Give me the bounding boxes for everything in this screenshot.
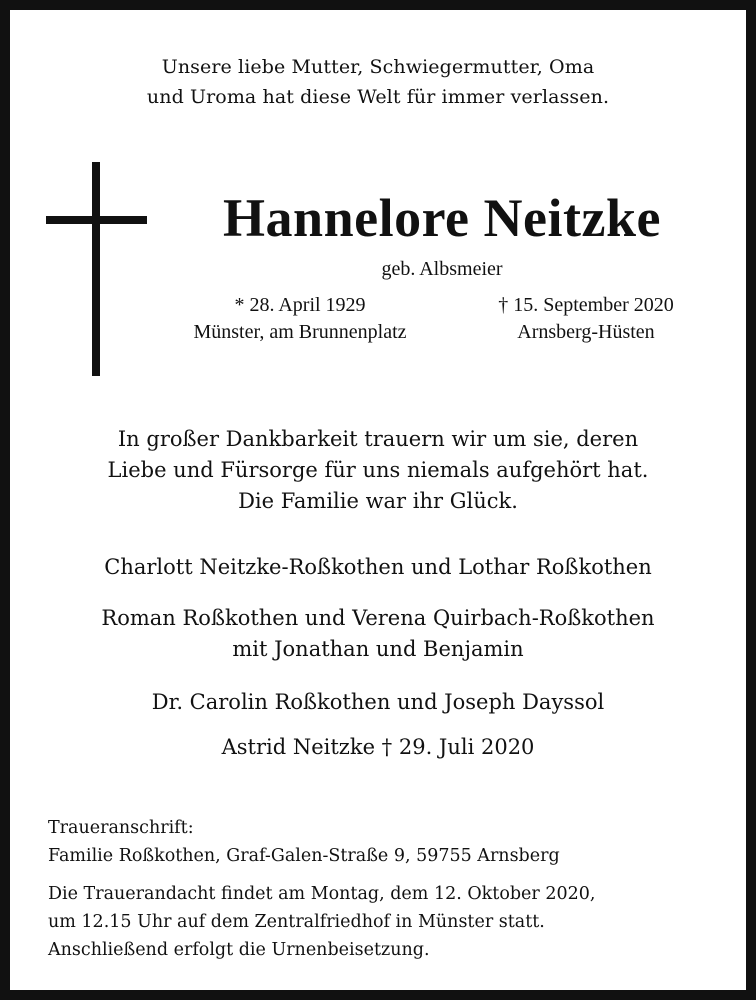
- intro-line-2: und Uroma hat diese Welt für immer verlassen.: [146, 86, 610, 108]
- mourner-line: Roman Roßkothen und Verena Quirbach-Roßkothen: [101, 606, 655, 630]
- mourner-line: Charlott Neitzke-Roßkothen und Lothar Roßkothen: [104, 555, 652, 579]
- address-value: Familie Roßkothen, Graf-Galen-Straße 9, 59755 Arnsberg: [48, 846, 560, 866]
- maiden-name: geb. Albsmeier: [381, 258, 503, 280]
- mourner-entry: [30, 687, 726, 718]
- death-place: Arnsberg-Hüsten: [517, 321, 655, 343]
- birth-date: * 28. April 1929: [234, 294, 366, 316]
- intro-text: [10, 52, 746, 112]
- mourner-entry: [30, 552, 726, 583]
- mourner-line: Astrid Neitzke † 29. Juli 2020: [221, 735, 535, 759]
- mourner-entry: [30, 603, 726, 665]
- gratitude-line-3: Die Familie war ihr Glück.: [238, 489, 518, 513]
- gratitude-line-2: Liebe und Fürsorge für uns niemals aufgehört hat.: [107, 458, 649, 482]
- service-line-1: Die Trauerandacht findet am Montag, dem 12. Oktober 2020,: [48, 884, 596, 904]
- address-block: [48, 814, 726, 870]
- deceased-name: Hannelore Neitzke: [223, 188, 661, 248]
- birth-place: Münster, am Brunnenplatz: [193, 321, 407, 343]
- intro-line-1: Unsere liebe Mutter, Schwiegermutter, Oma: [161, 56, 595, 78]
- address-label: Traueranschrift:: [48, 818, 194, 838]
- mourner-line: Dr. Carolin Roßkothen und Joseph Dayssol: [151, 690, 605, 714]
- cross-horizontal-bar: [46, 216, 147, 224]
- mourner-entry: [30, 732, 726, 763]
- service-block: [48, 880, 726, 964]
- mourner-line: mit Jonathan und Benjamin: [232, 637, 524, 661]
- death-date: † 15. September 2020: [498, 294, 674, 316]
- gratitude-text: [30, 424, 726, 517]
- birth-info: [150, 292, 450, 346]
- service-line-2: um 12.15 Uhr auf dem Zentralfriedhof in Münster statt.: [48, 912, 545, 932]
- death-info: [456, 292, 716, 346]
- gratitude-line-1: In großer Dankbarkeit trauern wir um sie, deren: [117, 427, 639, 451]
- service-line-3: Anschließend erfolgt die Urnenbeisetzung.: [48, 940, 430, 960]
- cross-vertical-bar: [92, 162, 100, 376]
